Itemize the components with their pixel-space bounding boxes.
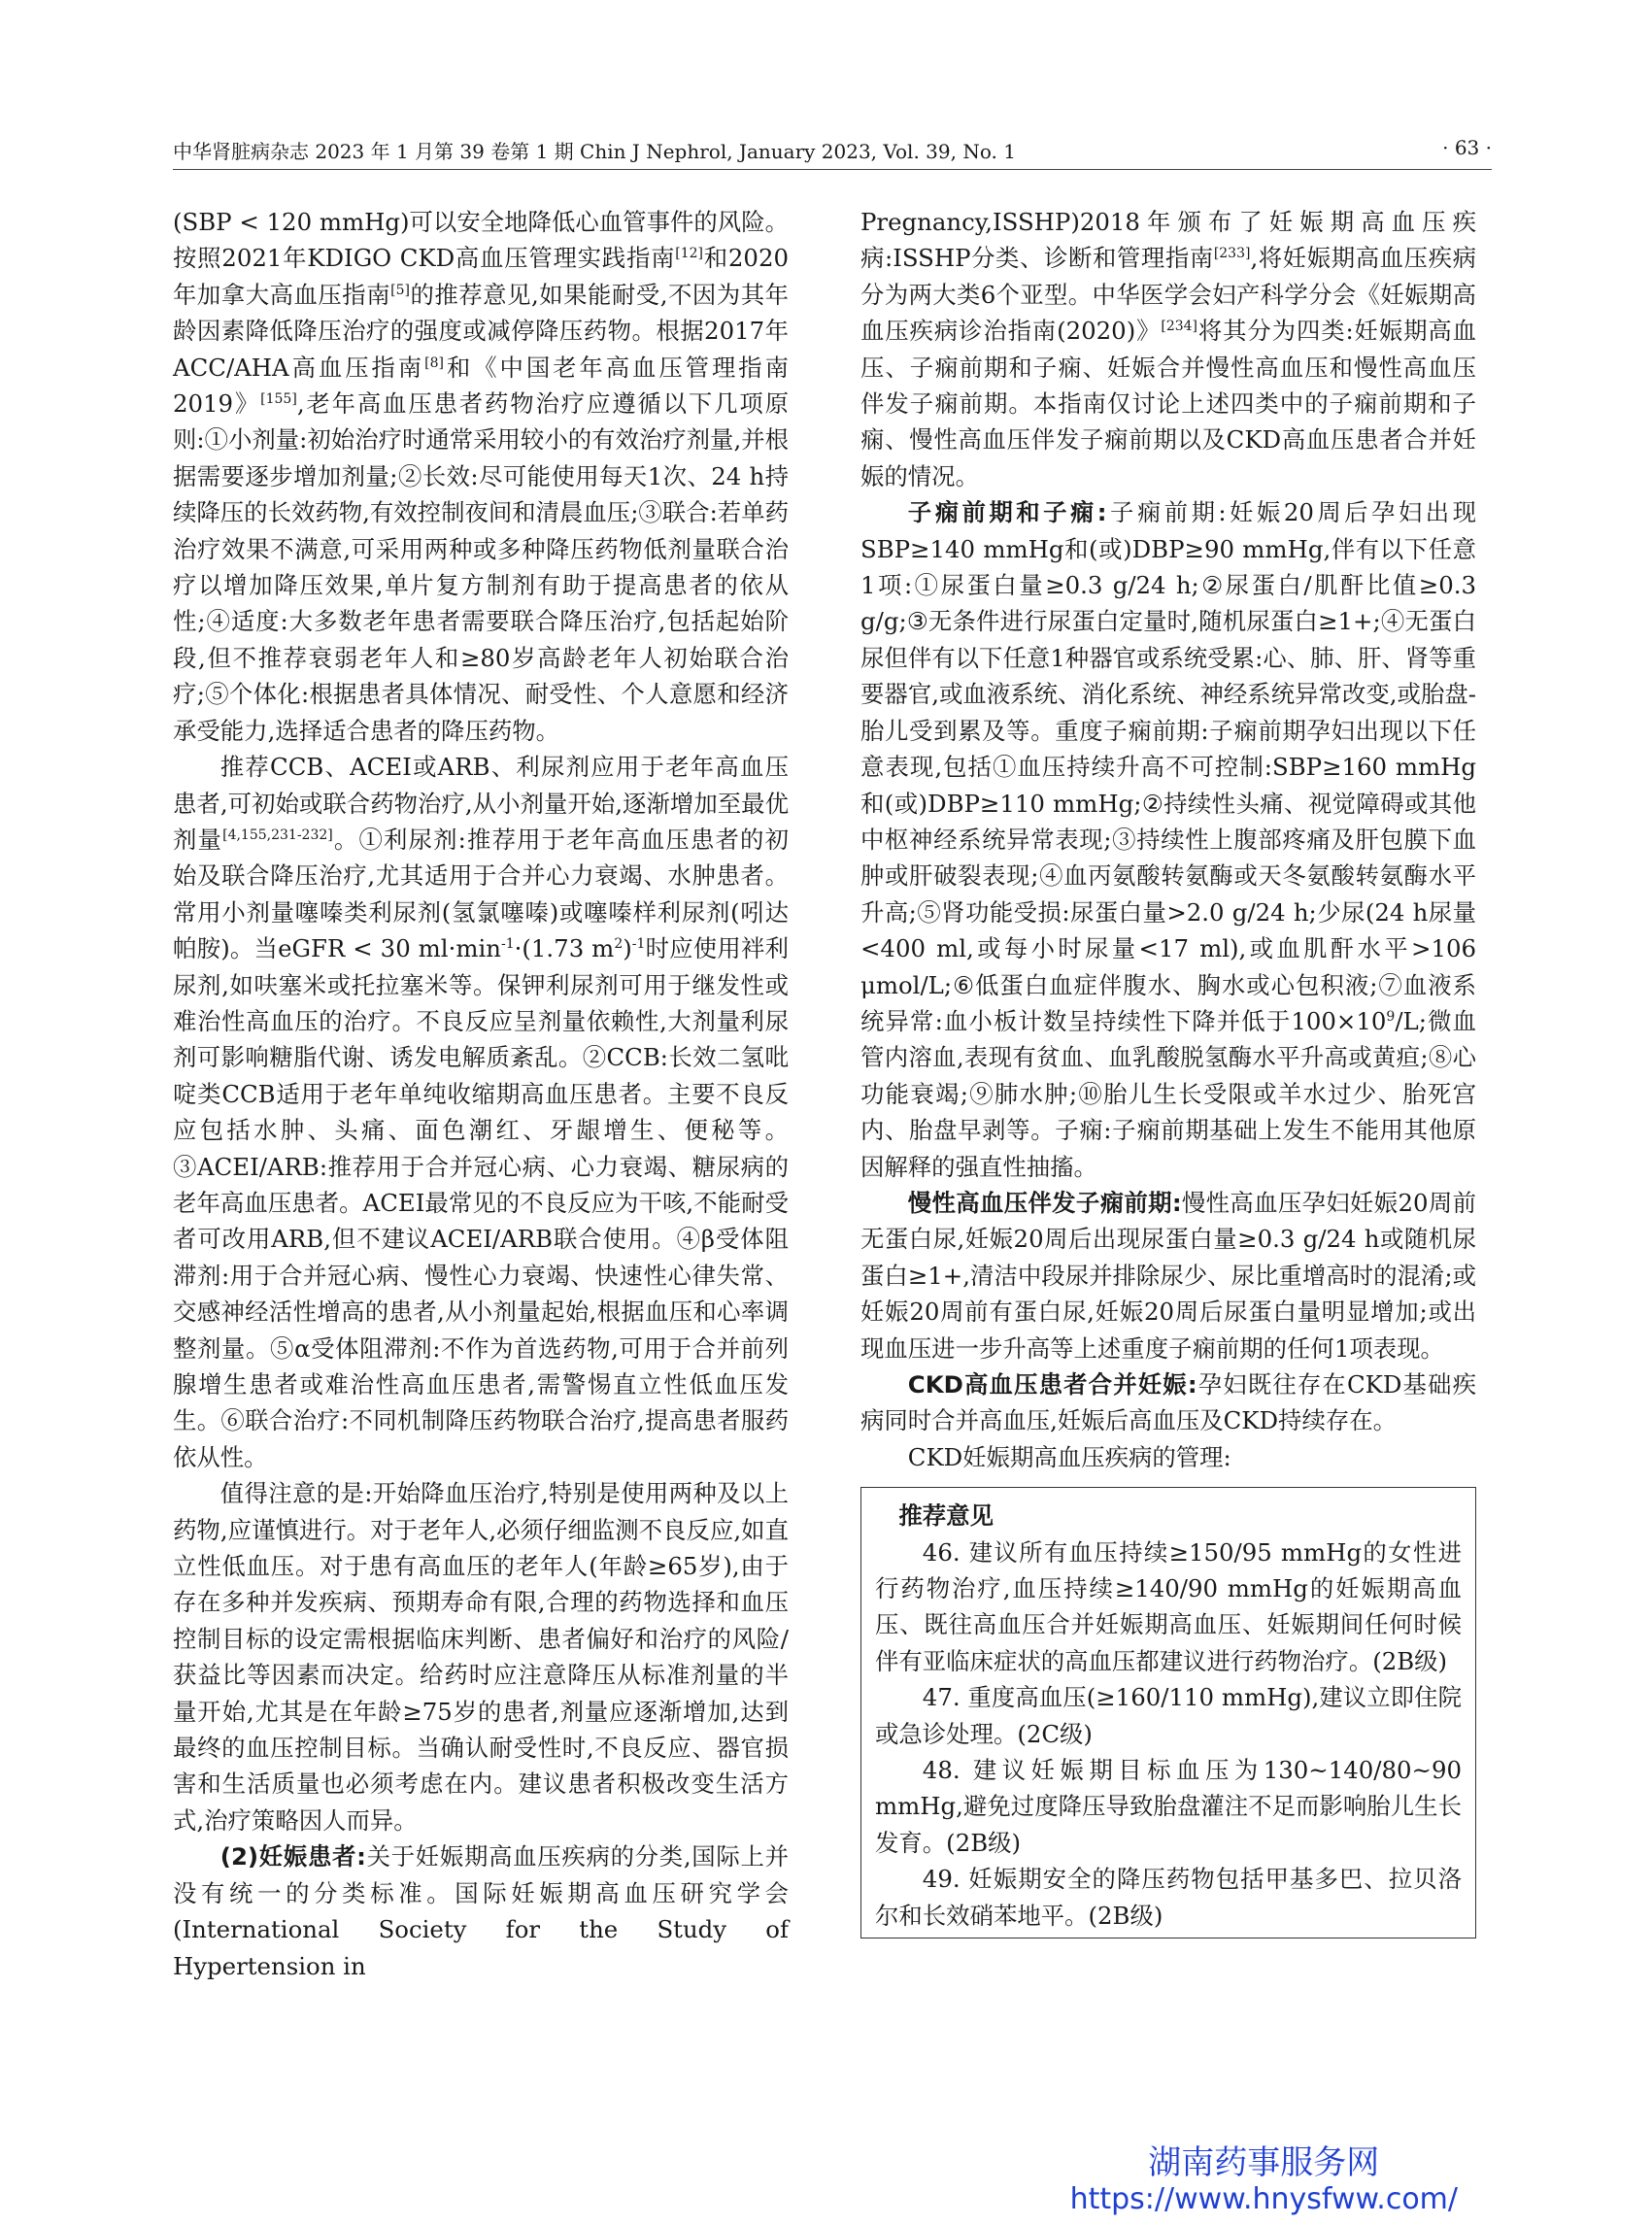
running-header (173, 136, 1492, 170)
recommendation-item: 49. 妊娠期安全的降压药物包括甲基多巴、拉贝洛尔和长效硝苯地平。(2B级) (875, 1865, 1462, 1930)
section-heading-preeclampsia: 子痫前期和子痫: (907, 498, 1107, 527)
recommendation-item: 47. 重度高血压(≥160/110 mmHg),建议立即住院或急诊处理。(2C级) (875, 1683, 1462, 1748)
watermark (1070, 2144, 1458, 2218)
recommendation-item: 48. 建议妊娠期目标血压为130~140/80~90 mmHg,避免过度降压导致胎盘灌注不足而影响胎儿生长发育。(2B级) (875, 1756, 1462, 1857)
watermark-site-name: 湖南药事服务网 (1148, 2143, 1380, 2182)
paragraph-management-heading: CKD妊娠期高血压疾病的管理: (907, 1442, 1231, 1471)
journal-citation: 中华肾脏病杂志 2023 年 1 月第 39 卷第 1 期 Chin J Nephrol, January 2023, Vol. 39, No. 1 (173, 140, 1016, 163)
paragraph-classification: Pregnancy,ISSHP)2018年颁布了妊娠期高血压疾病:ISSHP分类、诊断和管理指南[233],将妊娠期高血压疾病分为两大类6个亚型。中华医学会妇产科学分会《妊娠期高血压疾病诊治指南(2020)》[234]将其分为四类:妊娠期高血压、子痫前期和子痫、妊娠合并慢性高血压和慢性高血压伴发子痫前期。本指南仅讨论上述四类中的子痫前期和子痫、慢性高血压伴发子痫前期以及CKD高血压患者合并妊娠的情况。 (860, 208, 1477, 490)
paragraph-ckd-pregnancy: CKD高血压患者合并妊娠:孕妇既往存在CKD基础疾病同时合并高血压,妊娠后高血压及CKD持续存在。 (860, 1370, 1476, 1435)
paragraph-chronic-superimposed: 慢性高血压伴发子痫前期:慢性高血压孕妇妊娠20周前无蛋白尿,妊娠20周后出现尿蛋白量≥0.3 g/24 h或随机尿蛋白≥1+,清洁中段尿并排除尿少、尿比重增高时的混淆;或妊娠20周前有蛋白尿,妊娠20周后尿蛋白量明显增加;或出现血压进一步升高等上述重度子痫前期的任何1项表现。 (860, 1188, 1476, 1363)
paragraph-preeclampsia: 子痫前期和子痫:子痫前期:妊娠20周后孕妇出现SBP≥140 mmHg和(或)DBP≥90 mmHg,伴有以下任意1项:①尿蛋白量≥0.3 g/24 h;②尿蛋白/肌酐比值≥0.3 g/g;③无条件进行尿蛋白定量时,随机尿蛋白≥1+;④无蛋白尿但伴有以下任意1种器官或系统受累:心、肺、肝、肾等重要器官,或血液系统、消化系统、神经系统异常改变,或胎盘-胎儿受到累及等。重度子痫前期:子痫前期孕妇出现以下任意表现,包括①血压持续升高不可控制:SBP≥160 mmHg和(或)DBP≥110 mmHg;②持续性头痛、视觉障碍或其他中枢神经系统异常表现;③持续性上腹部疼痛及肝包膜下血肿或肝破裂表现;④血丙氨酸转氨酶或天冬氨酸转氨酶水平升高;⑤肾功能受损:尿蛋白量>2.0 g/24 h;少尿(24 h尿量<400 ml,或每小时尿量<17 ml),或血肌酐水平>106 μmol/L;⑥低蛋白血症伴腹水、胸水或心包积液;⑦血液系统异常:血小板计数呈持续性下降并低于$100\times 10^9/L$;微血管内溶血,表现有贫血、血乳酸脱氢酶水平升高或黄疸;⑧心功能衰竭;⑨肺水肿;⑩胎儿生长受限或羊水过少、胎死宫内、胎盘早剥等。子痫:子痫前期基础上发生不能用其他原因解释的强直性抽搐。 (860, 498, 1477, 1181)
page-number: · 63 · (1442, 136, 1492, 159)
section-heading-chronic-superimposed: 慢性高血压伴发子痫前期: (907, 1188, 1182, 1217)
recommendation-item: 46. 建议所有血压持续≥150/95 mmHg的女性进行药物治疗,血压持续≥140/90 mmHg的妊娠期高血压、既往高血压合并妊娠期高血压、妊娠期间任何时候伴有亚临床症状的高血压都建议进行药物治疗。(2B级) (875, 1537, 1462, 1675)
paragraph-pregnancy-intro: (2)妊娠患者:关于妊娠期高血压疾病的分类,国际上并没有统一的分类标准。国际妊娠期高血压研究学会(International Society for the Study of Hypertension in (173, 1842, 789, 1980)
watermark-url[interactable]: https://www.hnysfww.com/ (1069, 2182, 1458, 2216)
paragraph-caution: 值得注意的是:开始降血压治疗,特别是使用两种及以上药物,应谨慎进行。对于老年人,必须仔细监测不良反应,如直立性低血压。对于患有高血压的老年人(年龄≥65岁),由于存在多种并发疾病、预期寿命有限,合理的药物选择和血压控制目标的设定需根据临床判断、患者偏好和治疗的风险/获益比等因素而决定。给药时应注意降压从标准剂量的半量开始,尤其是在年龄≥75岁的患者,剂量应逐渐增加,达到最终的血压控制目标。当确认耐受性时,不良反应、器官损害和生活质量也必须考虑在内。建议患者积极改变生活方式,治疗策略因人而异。 (173, 1479, 789, 1835)
section-heading-pregnancy: (2)妊娠患者: (219, 1842, 366, 1871)
left-column (173, 204, 789, 1984)
paragraph-elderly-principles: (SBP < 120 mmHg)可以安全地降低心血管事件的风险。按照2021年KDIGO CKD高血压管理实践指南[12]和2020年加拿大高血压指南[5]的推荐意见,如果能耐受,不因为其年龄因素降低降压治疗的强度或减停降压药物。根据2017年ACC/AHA高血压指南[8]和《中国老年高血压管理指南2019》[155],老年高血压患者药物治疗应遵循以下几项原则:①小剂量:初始治疗时通常采用较小的有效治疗剂量,并根据需要逐步增加剂量;②长效:尽可能使用每天1次、24 h持续降压的长效药物,有效控制夜间和清晨血压;③联合:若单药治疗效果不满意,可采用两种或多种降压药物低剂量联合治疗以增加降压效果,单片复方制剂有助于提高患者的依从性;④适度:大多数老年患者需要联合降压治疗,包括起始阶段,但不推荐衰弱老年人和≥80岁高龄老年人初始联合治疗;⑤个体化:根据患者具体情况、耐受性、个人意愿和经济承受能力,选择适合患者的降压药物。 (173, 208, 789, 745)
paragraph-recommended-drugs: 推荐CCB、ACEI或ARB、利尿剂应用于老年高血压患者,可初始或联合药物治疗,从小剂量开始,逐渐增加至最优剂量[4,155,231-232]。①利尿剂:推荐用于老年高血压患者的初始及联合降压治疗,尤其适用于合并心力衰竭、水肿患者。常用小剂量噻嗪类利尿剂(氢氯噻嗪)或噻嗪样利尿剂(吲达帕胺)。当eGFR < 30 $ml\cdot\min^{-1}\cdot(1.73$ $m^2)^{-1}$时应使用袢利尿剂,如呋塞米或托拉塞米等。保钾利尿剂可用于继发性或难治性高血压的治疗。不良反应呈剂量依赖性,大剂量利尿剂可影响糖脂代谢、诱发电解质紊乱。②CCB:长效二氢吡啶类CCB适用于老年单纯收缩期高血压患者。主要不良反应包括水肿、头痛、面色潮红、牙龈增生、便秘等。③ACEI/ARB:推荐用于合并冠心病、心力衰竭、糖尿病的老年高血压患者。ACEI最常见的不良反应为干咳,不能耐受者可改用ARB,但不建议ACEI/ARB联合使用。④β受体阻滞剂:用于合并冠心病、慢性心力衰竭、快速性心律失常、交感神经活性增高的患者,从小剂量起始,根据血压和心率调整剂量。⑤α受体阻滞剂:不作为首选药物,可用于合并前列腺增生患者或难治性高血压患者,需警惕直立性低血压发生。⑥联合治疗:不同机制降压药物联合治疗,提高患者服药依从性。 (173, 753, 789, 1471)
section-heading-ckd-pregnancy: CKD高血压患者合并妊娠: (907, 1370, 1197, 1399)
right-column (860, 204, 1476, 1938)
recommendation-title: 推荐意见 (898, 1501, 994, 1531)
recommendation-box (860, 1487, 1476, 1938)
